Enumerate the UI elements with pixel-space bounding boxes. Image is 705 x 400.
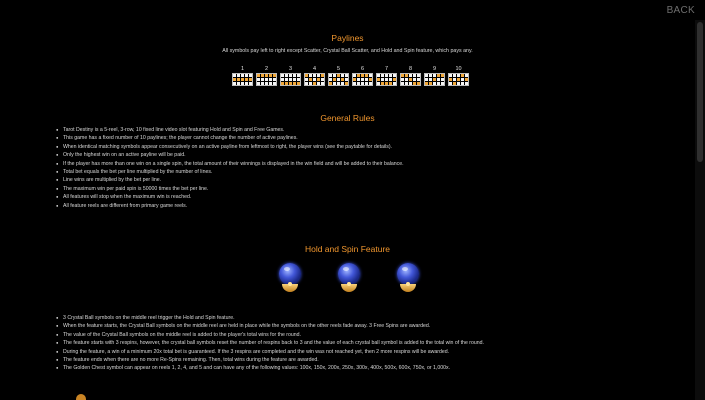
payline-cell (317, 82, 320, 85)
payline-cell (313, 82, 316, 85)
payline-cell (401, 78, 404, 81)
payline-cell (309, 78, 312, 81)
payline-cell (309, 74, 312, 77)
payline-cell (413, 82, 416, 85)
payline-cell (257, 82, 260, 85)
payline-number: 1 (240, 66, 245, 72)
rule-item: ● Total bet equals the bet per line multiplied by the number of lines. (63, 168, 663, 176)
payline-cell (289, 82, 292, 85)
payline-cell (389, 82, 392, 85)
payline-cell (353, 74, 356, 77)
rule-item: ● This game has a fixed number of 10 paylines; the player cannot change the number of active paylines. (63, 134, 663, 142)
payline-4 (306, 66, 323, 86)
payline-cell (405, 78, 408, 81)
payline-cell (237, 82, 240, 85)
payline-cell (261, 78, 264, 81)
payline-cell (265, 74, 268, 77)
payline-cell (365, 74, 368, 77)
payline-cell (441, 78, 444, 81)
payline-cell (453, 78, 456, 81)
payline-number: 8 (408, 66, 413, 72)
payline-cell (345, 74, 348, 77)
payline-cell (357, 82, 360, 85)
payline-grid (352, 73, 373, 86)
payline-cell (269, 82, 272, 85)
payline-cell (313, 74, 316, 77)
payline-cell (417, 78, 420, 81)
payline-cell (329, 74, 332, 77)
payline-cell (409, 82, 412, 85)
payline-cell (441, 82, 444, 85)
payline-cell (241, 82, 244, 85)
payline-cell (281, 82, 284, 85)
payline-9 (426, 66, 443, 86)
payline-cell (313, 78, 316, 81)
payline-number: 3 (288, 66, 293, 72)
payline-cell (337, 82, 340, 85)
payline-cell (297, 74, 300, 77)
rule-item: ● 3 Crystal Ball symbols on the middle reel trigger the Hold and Spin feature. (63, 314, 663, 322)
payline-cell (261, 74, 264, 77)
payline-cell (405, 74, 408, 77)
payline-cell (381, 74, 384, 77)
payline-cell (389, 74, 392, 77)
payline-cell (465, 78, 468, 81)
payline-cell (333, 78, 336, 81)
payline-cell (237, 78, 240, 81)
payline-cell (453, 82, 456, 85)
payline-cell (465, 74, 468, 77)
payline-grid (448, 73, 469, 86)
paylines-intro: All symbols pay left to right except Scatter, Crystal Ball Scatter, and Hold and Spin feature, which pays any. (222, 48, 473, 54)
payline-cell (389, 78, 392, 81)
payline-cell (381, 78, 384, 81)
payline-cell (453, 74, 456, 77)
payline-grid (232, 73, 253, 86)
payline-grid (256, 73, 277, 86)
payline-cell (241, 78, 244, 81)
scrollbar-thumb[interactable] (697, 22, 703, 162)
payline-1 (234, 66, 251, 86)
payline-grid (304, 73, 325, 86)
payline-cell (353, 78, 356, 81)
payline-3 (282, 66, 299, 86)
payline-cell (437, 74, 440, 77)
payline-cell (413, 78, 416, 81)
payline-cell (241, 74, 244, 77)
payline-cell (417, 74, 420, 77)
payline-cell (385, 78, 388, 81)
payline-cell (281, 74, 284, 77)
payline-cell (337, 74, 340, 77)
payline-grid (328, 73, 349, 86)
payline-cell (261, 82, 264, 85)
payline-cell (289, 74, 292, 77)
payline-number: 10 (455, 66, 462, 72)
payline-cell (393, 78, 396, 81)
payline-cell (341, 74, 344, 77)
payline-cell (449, 78, 452, 81)
payline-cell (289, 78, 292, 81)
payline-cell (297, 78, 300, 81)
payline-cell (361, 78, 364, 81)
paylines-title: Paylines (331, 33, 364, 43)
rule-item: ● When identical matching symbols appear consecutively on an active payline from leftmost to right, the player wins (see the paytable for details). (63, 143, 663, 151)
payline-cell (269, 74, 272, 77)
payline-cell (361, 74, 364, 77)
payline-cell (409, 74, 412, 77)
payline-cell (405, 82, 408, 85)
payline-cell (337, 78, 340, 81)
payline-cell (269, 78, 272, 81)
payline-cell (245, 78, 248, 81)
hold-and-spin-title: Hold and Spin Feature (304, 244, 391, 254)
payline-cell (297, 82, 300, 85)
payline-cell (385, 82, 388, 85)
payline-cell (305, 74, 308, 77)
payline-number: 9 (432, 66, 437, 72)
payline-cell (245, 82, 248, 85)
rule-item: ● Only the highest win on an active payline will be paid. (63, 151, 663, 159)
payline-cell (365, 78, 368, 81)
rule-item: ● The feature ends when there are no more Re-Spins remaining. Then, total wins during the feature are awarded. (63, 356, 663, 364)
rule-item: ● If the player has more than one win on a single spin, the total amount of their winnings is displayed in the win field and will be added to their balance. (63, 160, 663, 168)
payline-cell (433, 78, 436, 81)
payline-cell (461, 82, 464, 85)
payline-cell (461, 78, 464, 81)
payline-cell (293, 82, 296, 85)
payline-grid (400, 73, 421, 86)
general-rules-title: General Rules (320, 113, 375, 123)
payline-cell (357, 78, 360, 81)
payline-cell (457, 74, 460, 77)
payline-cell (377, 74, 380, 77)
payline-cell (417, 82, 420, 85)
payline-cell (273, 82, 276, 85)
payline-cell (425, 82, 428, 85)
payline-cell (333, 82, 336, 85)
payline-cell (321, 74, 324, 77)
paylines-diagram (234, 66, 467, 86)
payline-cell (317, 74, 320, 77)
payline-cell (441, 74, 444, 77)
payline-cell (401, 74, 404, 77)
payline-cell (449, 82, 452, 85)
payline-cell (249, 74, 252, 77)
payline-cell (433, 74, 436, 77)
payline-cell (353, 82, 356, 85)
payline-number: 5 (336, 66, 341, 72)
payline-cell (249, 78, 252, 81)
payline-cell (425, 74, 428, 77)
payline-cell (409, 78, 412, 81)
payline-cell (437, 78, 440, 81)
payline-cell (365, 82, 368, 85)
payline-cell (465, 82, 468, 85)
rule-item: ● Tarot Destiny is a 5-reel, 3-row, 10 fixed line video slot featuring Hold and Spin and Free Games. (63, 126, 663, 134)
hold-and-spin-rules-list (56, 314, 663, 373)
payline-cell (461, 74, 464, 77)
payline-cell (293, 74, 296, 77)
payline-7 (378, 66, 395, 86)
payline-cell (249, 82, 252, 85)
payline-cell (233, 78, 236, 81)
payline-cell (281, 78, 284, 81)
payline-6 (354, 66, 371, 86)
payline-cell (381, 82, 384, 85)
payline-cell (305, 78, 308, 81)
payline-cell (285, 82, 288, 85)
payline-cell (329, 78, 332, 81)
payline-cell (285, 74, 288, 77)
payline-cell (237, 74, 240, 77)
payline-cell (429, 78, 432, 81)
rule-item: ● The value of the Crystal Ball symbols on the middle reel is added to the player's total wins for the round. (63, 331, 663, 339)
payline-cell (309, 82, 312, 85)
payline-grid (424, 73, 445, 86)
payline-cell (265, 82, 268, 85)
payline-cell (233, 82, 236, 85)
back-button[interactable]: BACK (666, 5, 695, 16)
payline-cell (317, 78, 320, 81)
payline-cell (273, 74, 276, 77)
payline-cell (429, 74, 432, 77)
payline-cell (457, 78, 460, 81)
payline-cell (361, 82, 364, 85)
general-rules-list (56, 126, 663, 210)
payline-number: 2 (264, 66, 269, 72)
payline-cell (401, 82, 404, 85)
payline-cell (377, 82, 380, 85)
payline-cell (329, 82, 332, 85)
rule-item: ● The maximum win per paid spin is 50000 times the bet per line. (63, 185, 663, 193)
payline-cell (245, 74, 248, 77)
payline-cell (385, 74, 388, 77)
rule-item: ● All feature reels are different from primary game reels. (63, 202, 663, 210)
payline-cell (257, 78, 260, 81)
payline-cell (449, 74, 452, 77)
payline-cell (293, 78, 296, 81)
payline-2 (258, 66, 275, 86)
payline-cell (305, 82, 308, 85)
payline-number: 4 (312, 66, 317, 72)
payline-cell (265, 78, 268, 81)
payline-8 (402, 66, 419, 86)
payline-cell (321, 78, 324, 81)
rule-item: ● Line wins are multiplied by the bet per line. (63, 176, 663, 184)
payline-number: 7 (384, 66, 389, 72)
rule-item: ● When the feature starts, the Crystal Ball symbols on the middle reel are held in place while the symbols on the other reels fade away. 3 Free Spins are awarded. (63, 322, 663, 330)
payline-cell (429, 82, 432, 85)
payline-cell (321, 82, 324, 85)
golden-chest-icon (76, 394, 86, 400)
payline-cell (369, 78, 372, 81)
payline-cell (369, 74, 372, 77)
payline-cell (273, 78, 276, 81)
payline-cell (413, 74, 416, 77)
payline-cell (393, 82, 396, 85)
payline-cell (233, 74, 236, 77)
payline-5 (330, 66, 347, 86)
payline-cell (357, 74, 360, 77)
payline-grid (280, 73, 301, 86)
payline-cell (257, 74, 260, 77)
rule-item: ● All features will stop when the maximum win is reached. (63, 193, 663, 201)
payline-cell (345, 82, 348, 85)
payline-cell (437, 82, 440, 85)
payline-grid (376, 73, 397, 86)
rule-item: ● The feature starts with 3 respins, however, the crystal ball symbols reset the number of respins back to 3 and the value of each crystal ball symbol is added to the total win of the round. (63, 339, 663, 347)
payline-cell (333, 74, 336, 77)
crystal-ball-row (278, 263, 420, 295)
payline-cell (393, 74, 396, 77)
payline-cell (425, 78, 428, 81)
payline-number: 6 (360, 66, 365, 72)
rule-item: ● The Golden Chest symbol can appear on reels 1, 2, 4, and 5 and can have any of the following values: 100x, 150x, 200x, 250x, 300x, 400x, 500x, 600x, 750x, or 1,000x. (63, 364, 663, 372)
scrollbar[interactable] (695, 20, 705, 400)
payline-cell (345, 78, 348, 81)
payline-cell (457, 82, 460, 85)
crystal-ball-icon (337, 263, 361, 295)
payline-cell (341, 82, 344, 85)
payline-cell (377, 78, 380, 81)
payline-10 (450, 66, 467, 86)
crystal-ball-icon (396, 263, 420, 295)
payline-cell (285, 78, 288, 81)
payline-cell (341, 78, 344, 81)
payline-cell (433, 82, 436, 85)
payline-cell (369, 82, 372, 85)
crystal-ball-icon (278, 263, 302, 295)
rule-item: ● During the feature, a win of a minimum 20x total bet is guaranteed. If the 3 respins are completed and the win was not reached yet, then 2 more respins will be awarded. (63, 348, 663, 356)
